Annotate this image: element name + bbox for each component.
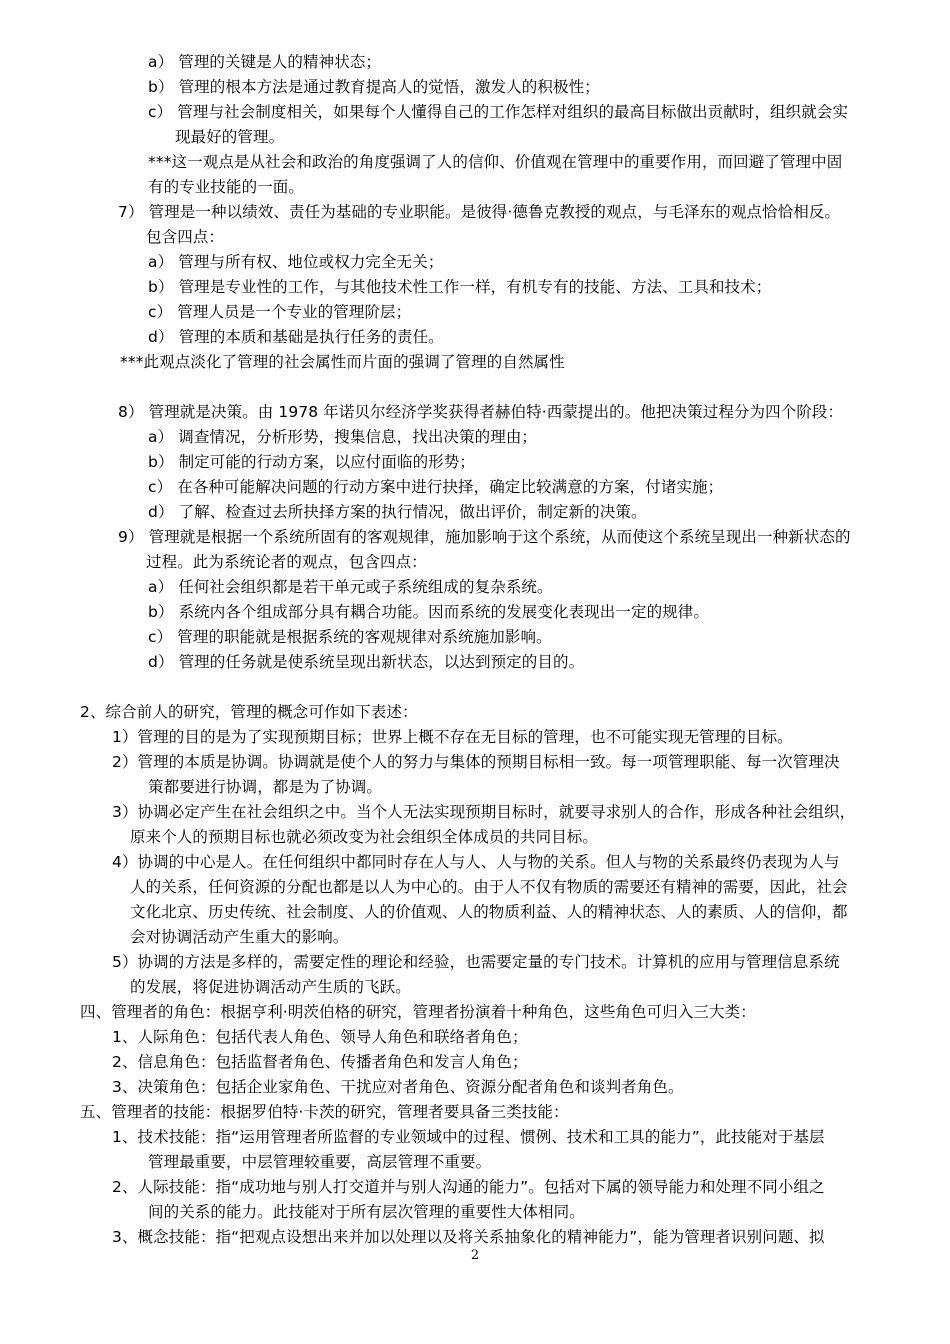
text-line: 2、信息角色：包括监督者角色、传播者角色和发言人角色； xyxy=(112,1053,528,1071)
text-line: 1）管理的目的是为了实现预期目标；世界上概不存在无目标的管理，也不可能实现无管理的目标。 xyxy=(112,728,793,746)
text-line: 现最好的管理。 xyxy=(175,128,285,146)
text-line: 3）协调必定产生在社会组织之中。当个人无法实现预期目标时，就要寻求别人的合作，形成各种社会组织， xyxy=(112,803,856,821)
text-line: c） 管理人员是一个专业的管理阶层； xyxy=(148,303,412,321)
text-line: 1、技术技能：指“运用管理者所监督的专业领域中的过程、惯例、技术和工具的能力”，此技能对于基层 xyxy=(112,1128,825,1146)
text-line: 3、概念技能：指“把观点设想出来并加以处理以及将关系抽象化的精神能力”，能为管理者识别问题、拟 xyxy=(112,1228,825,1246)
list-item-heading: 9） 管理就是根据一个系统所固有的客观规律，施加影响于这个系统，从而使这个系统呈现出一种新状态的 xyxy=(118,528,851,546)
text-line: a） 管理的关键是人的精神状态； xyxy=(148,53,382,71)
text-line: 5）协调的方法是多样的，需要定性的理论和经验，也需要定量的专门技术。计算机的应用与管理信息系统 xyxy=(112,953,840,971)
text-line: a） 任何社会组织都是若干单元或子系统组成的复杂系统。 xyxy=(148,578,553,596)
section-heading: 五、管理者的技能：根据罗伯特·卡茨的研究，管理者要具备三类技能： xyxy=(80,1103,569,1121)
text-line: 的发展，将促进协调活动产生质的飞跃。 xyxy=(130,978,411,996)
text-line: c） 管理与社会制度相关，如果每个人懂得自己的工作怎样对组织的最高目标做出贡献时，组织就会实 xyxy=(148,103,849,121)
text-line: 过程。此为系统论者的观点，包含四点： xyxy=(146,553,427,571)
page-number: 2 xyxy=(470,1248,480,1263)
text-line: a） 调查情况，分析形势，搜集信息，找出决策的理由； xyxy=(148,428,538,446)
text-line: d） 了解、检查过去所抉择方案的执行情况，做出评价，制定新的决策。 xyxy=(148,503,647,521)
text-line: 会对协调活动产生重大的影响。 xyxy=(130,928,349,946)
text-line: 2）管理的本质是协调。协调就是使个人的努力与集体的预期目标相一致。每一项管理职能、每一次管理决 xyxy=(112,753,840,771)
list-item-heading: 8） 管理就是决策。由 1978 年诺贝尔经济学奖获得者赫伯特·西蒙提出的。他把决策过程分为四个阶段： xyxy=(118,403,844,421)
annotation-note: ***此观点淡化了管理的社会属性而片面的强调了管理的自然属性 xyxy=(120,353,565,371)
text-line: d） 管理的本质和基础是执行任务的责任。 xyxy=(148,328,444,346)
text-line: 策都要进行协调，都是为了协调。 xyxy=(148,778,383,796)
text-line: 文化北京、历史传统、社会制度、人的价值观、人的物质利益、人的精神状态、人的素质、人的信仰，都 xyxy=(130,903,848,921)
text-line: 3、决策角色：包括企业家角色、干扰应对者角色、资源分配者角色和谈判者角色。 xyxy=(112,1078,684,1096)
text-line: 4）协调的中心是人。在任何组织中都同时存在人与人、人与物的关系。但人与物的关系最终仍表现为人与 xyxy=(112,853,840,871)
text-line: 管理最重要，中层管理较重要，高层管理不重要。 xyxy=(148,1153,492,1171)
text-line: b） 管理的根本方法是通过教育提高人的觉悟，激发人的积极性； xyxy=(148,78,600,96)
section-heading: 四、管理者的角色：根据亨利·明茨伯格的研究，管理者扮演着十种角色，这些角色可归入三大类： xyxy=(80,1003,756,1021)
text-line: b） 系统内各个组成部分具有耦合功能。因而系统的发展变化表现出一定的规律。 xyxy=(148,603,709,621)
text-line: 人的关系，任何资源的分配也都是以人为中心的。由于人不仅有物质的需要还有精神的需要，因此，社会 xyxy=(130,878,848,896)
text-line: a） 管理与所有权、地位或权力完全无关； xyxy=(148,253,444,271)
text-line: c） 在各种可能解决问题的行动方案中进行抉择，确定比较满意的方案，付诸实施； xyxy=(148,478,724,496)
text-line: 原来个人的预期目标也就必须改变为社会组织全体成员的共同目标。 xyxy=(130,828,599,846)
text-line: 有的专业技能的一面。 xyxy=(148,178,305,196)
text-line: 2、人际技能：指“成功地与别人打交道并与别人沟通的能力”。包括对下属的领导能力和处理不同小组之 xyxy=(112,1178,825,1196)
text-line: 1、人际角色：包括代表人角色、领导人角色和联络者角色； xyxy=(112,1028,528,1046)
text-line: c） 管理的职能就是根据系统的客观规律对系统施加影响。 xyxy=(148,628,552,646)
annotation-note: ***这一观点是从社会和政治的角度强调了人的信仰、价值观在管理中的重要作用，而回避了管理中固 xyxy=(148,153,843,171)
list-item-heading: 7） 管理是一种以绩效、责任为基础的专业职能。是彼得·德鲁克教授的观点，与毛泽东的观点恰恰相反。 xyxy=(118,203,841,221)
text-line: d） 管理的任务就是使系统呈现出新状态，以达到预定的目的。 xyxy=(148,653,585,671)
text-line: b） 管理是专业性的工作，与其他技术性工作一样，有机专有的技能、方法、工具和技术； xyxy=(148,278,772,296)
text-line: 包含四点： xyxy=(146,228,225,246)
section-heading: 2、综合前人的研究，管理的概念可作如下表述： xyxy=(80,703,418,721)
text-line: 间的关系的能力。此技能对于所有层次管理的重要性大体相同。 xyxy=(148,1203,585,1221)
text-line: b） 制定可能的行动方案，以应付面临的形势； xyxy=(148,453,475,471)
